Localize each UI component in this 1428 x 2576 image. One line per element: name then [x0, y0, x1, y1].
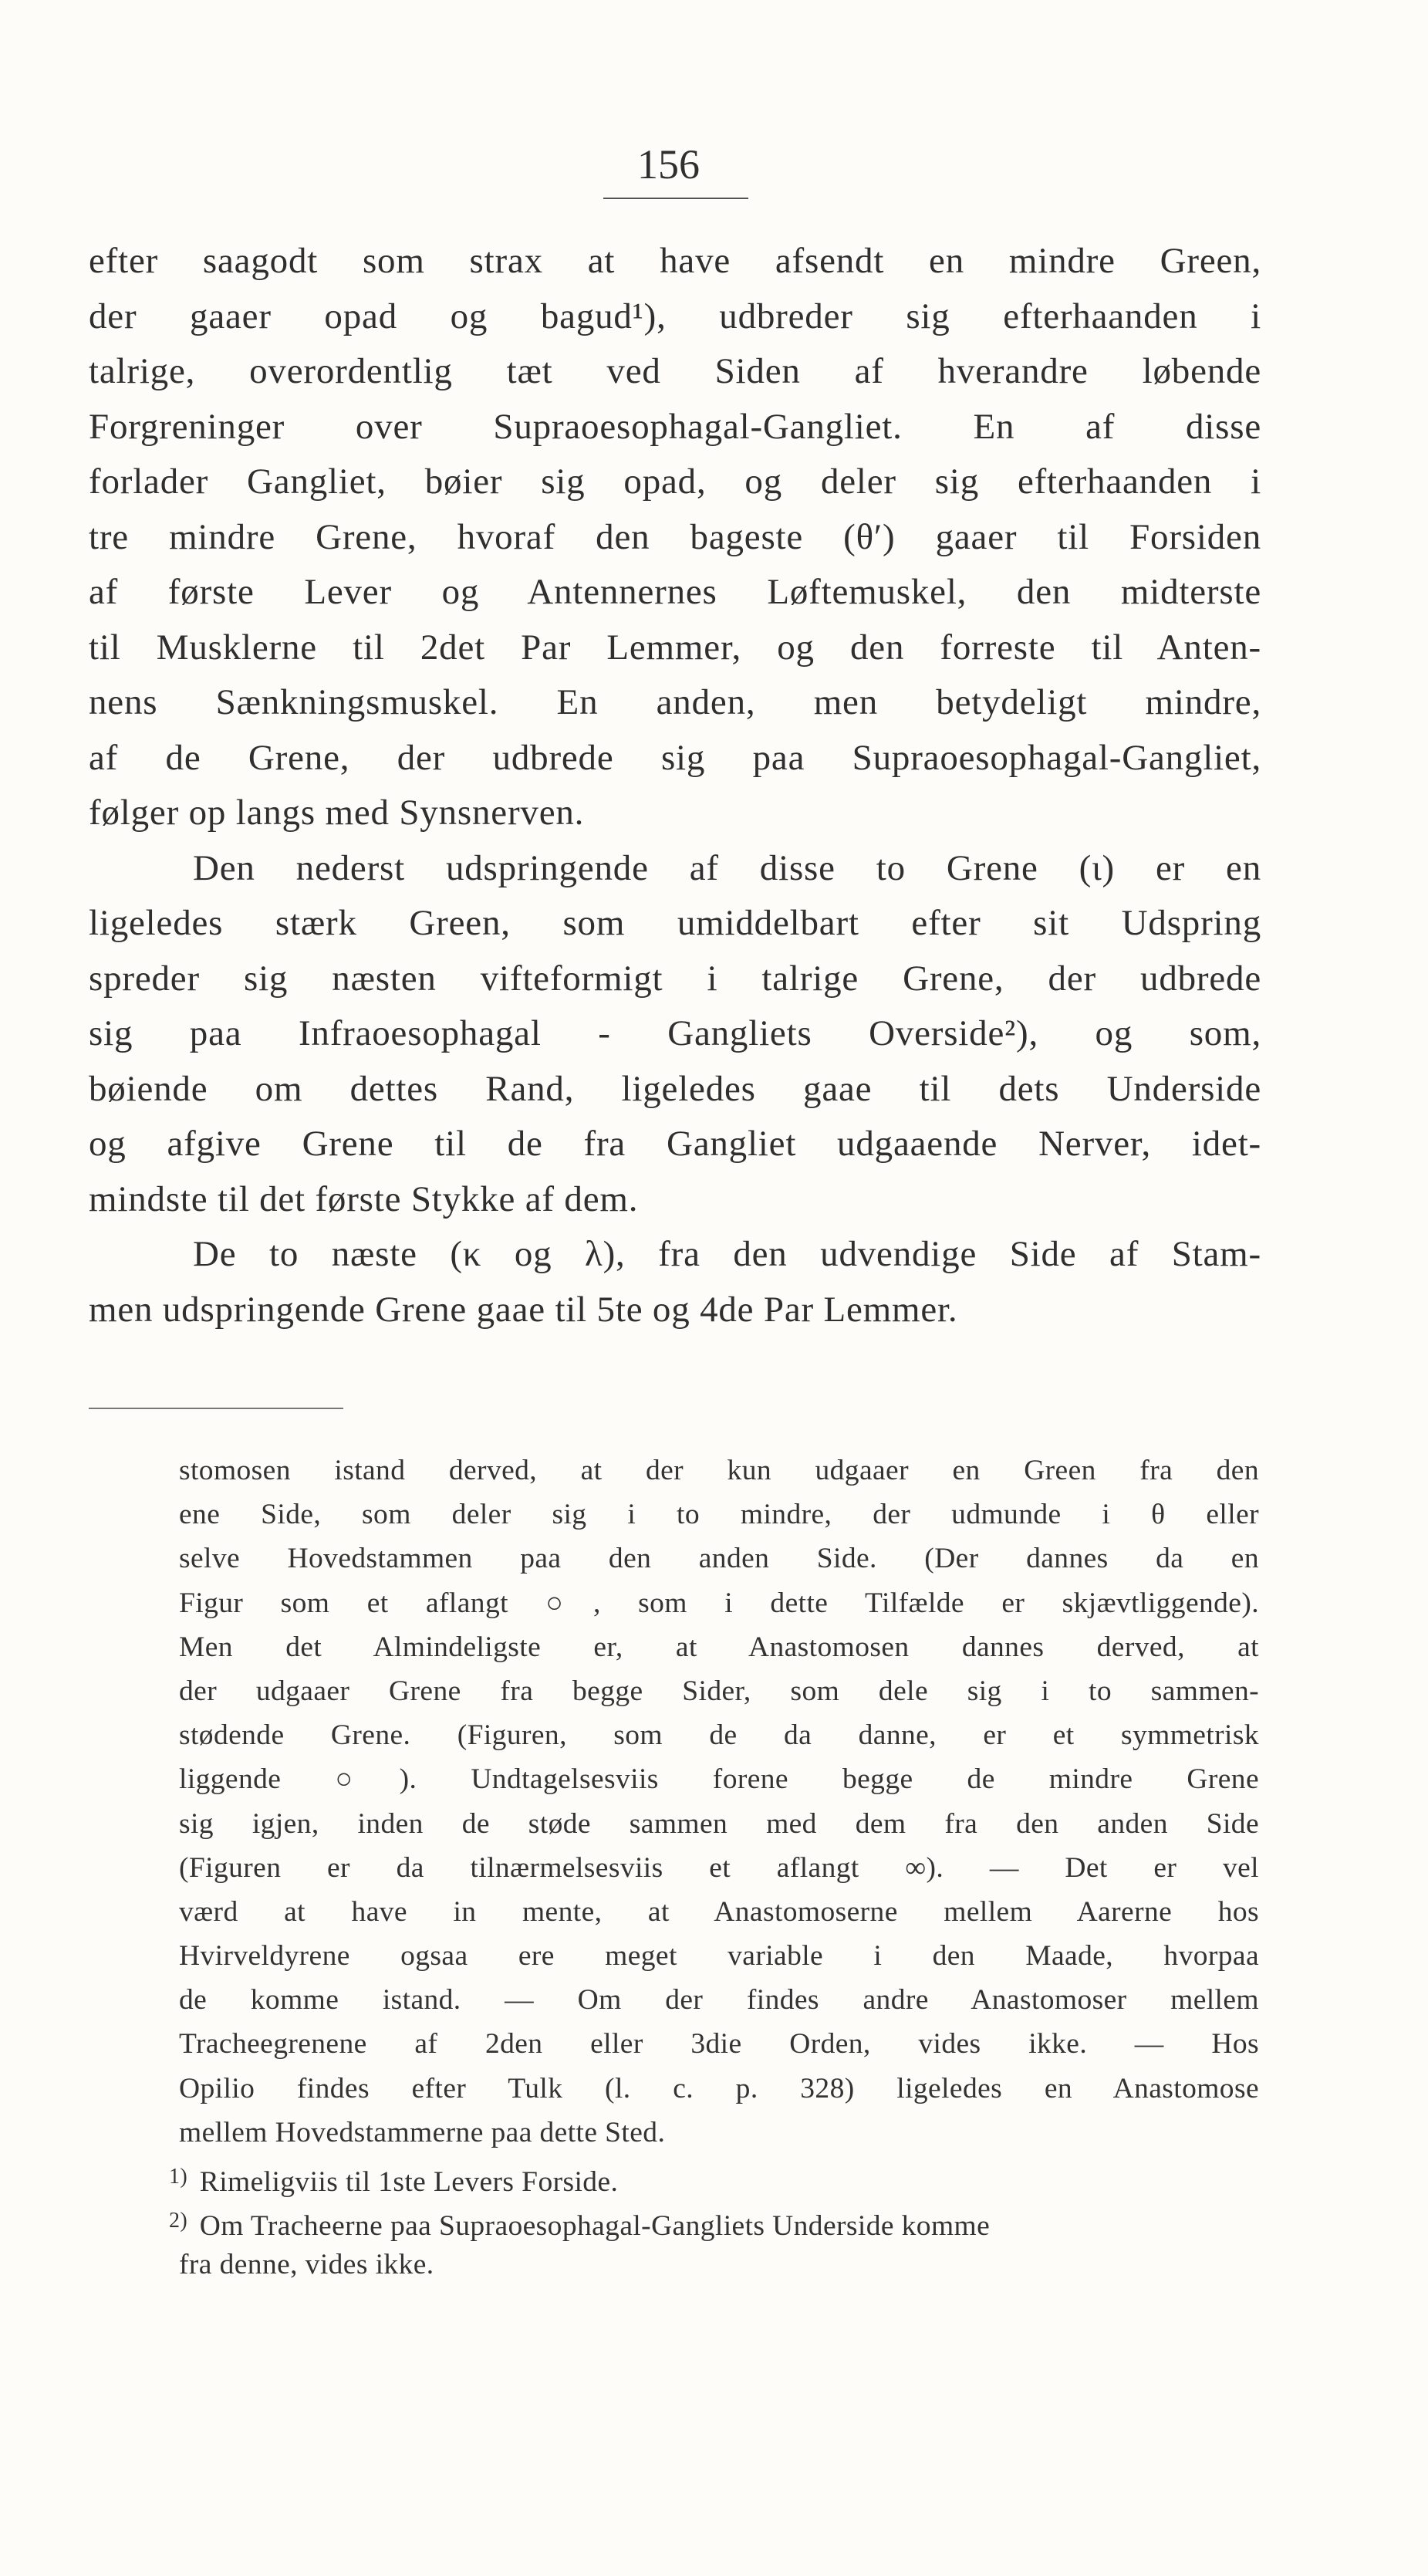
footnote-continuation-line: ene Side, som deler sig i to mindre, der udmunde i θ eller [179, 1499, 1259, 1531]
footnotes-section [169, 1449, 1259, 2287]
body-line: og afgive Grene til de fra Gangliet udgaaende Nerver, idet- [89, 1124, 1261, 1164]
footnote-continuation-line: (Figuren er da tilnærmelsesviis et aflangt ∞). — Det er vel [179, 1851, 1259, 1884]
body-line: af første Lever og Antennernes Løftemuskel, den midterste [89, 572, 1261, 612]
footnote-continuation-line: der udgaaer Grene fra begge Sider, som dele sig i to sammen- [179, 1675, 1259, 1707]
body-line: forlader Gangliet, bøier sig opad, og deler sig efterhaanden i [89, 461, 1261, 502]
body-line: af de Grene, der udbrede sig paa Supraoesophagal-Gangliet, [89, 737, 1261, 778]
footnote-separator-rule [89, 1408, 343, 1409]
footnote-continuation-line: Men det Almindeligste er, at Anastomosen dannes derved, at [179, 1631, 1259, 1663]
body-line: ligeledes stærk Green, som umiddelbart efter sit Udspring [89, 903, 1261, 943]
body-line: til Musklerne til 2det Par Lemmer, og den forreste til Anten- [89, 627, 1261, 668]
footnote-2-continuation: fra denne, vides ikke. [179, 2249, 434, 2281]
body-line: tre mindre Grene, hvoraf den bageste (θ′) gaaer til Forsiden [89, 516, 1261, 557]
footnote-text: Rimeligviis til 1ste Levers Forside. [199, 2166, 619, 2198]
body-line: men udspringende Grene gaae til 5te og 4de Par Lemmer. [89, 1289, 958, 1330]
body-line: følger op langs med Synsnerven. [89, 793, 585, 833]
body-line: spreder sig næsten vifteformigt i talrige Grene, der udbrede [89, 958, 1261, 999]
footnote-continuation-line: Figur som et aflangt ○, som i dette Tilfælde er skjævtliggende). [179, 1587, 1259, 1619]
footnote-marker: 2) [169, 2209, 188, 2233]
body-line: sig paa Infraoesophagal - Gangliets Overside²), og som, [89, 1013, 1261, 1053]
main-body-text [89, 234, 1261, 1337]
footnote-continuation-line: Hvirveldyrene ogsaa ere meget variable i den Maade, hvorpaa [179, 1940, 1259, 1973]
body-line: der gaaer opad og bagud¹), udbreder sig efterhaanden i [89, 296, 1261, 336]
footnote-2 [169, 2199, 1255, 2243]
body-line: mindste til det første Stykke af dem. [89, 1178, 639, 1219]
body-line: talrige, overordentlig tæt ved Siden af hverandre løbende [89, 351, 1261, 391]
footnote-1 [169, 2155, 1255, 2199]
footnote-continuation-line: stødende Grene. (Figuren, som de da danne, er et symmetrisk [179, 1719, 1259, 1752]
body-line: De to næste (κ og λ), fra den udvendige Side af Stam- [193, 1234, 1261, 1274]
footnote-continuation-line: Opilio findes efter Tulk (l. c. p. 328) ligeledes en Anastomose [179, 2072, 1259, 2104]
footnote-continuation-line: selve Hovedstammen paa den anden Side. (Der dannes da en [179, 1543, 1259, 1575]
footnote-continuation-line: de komme istand. — Om der findes andre Anastomoser mellem [179, 1984, 1259, 2017]
body-line: efter saagodt som strax at have afsendt en mindre Green, [89, 241, 1261, 281]
footnote-continuation-line: værd at have in mente, at Anastomoserne mellem Aarerne hos [179, 1895, 1259, 1928]
body-line: Den nederst udspringende af disse to Grene (ι) er en [193, 847, 1261, 888]
page-number: 156 [637, 141, 700, 188]
body-line: bøiende om dettes Rand, ligeledes gaae til dets Underside [89, 1068, 1261, 1109]
footnote-continuation-line: sig igjen, inden de støde sammen med dem fra den anden Side [179, 1807, 1259, 1840]
page-number-rule [603, 198, 748, 199]
footnote-continuation-line: liggende ○). Undtagelsesviis forene begge de mindre Grene [179, 1763, 1259, 1796]
footnote-continuation-line: Tracheegrenene af 2den eller 3die Orden, vides ikke. — Hos [179, 2028, 1259, 2060]
footnote-text: Om Tracheerne paa Supraoesophagal-Gangliets Underside komme [199, 2210, 991, 2243]
body-line: Forgreninger over Supraoesophagal-Gangliet. En af disse [89, 406, 1261, 447]
footnote-marker: 1) [169, 2165, 188, 2189]
body-line: nens Sænkningsmuskel. En anden, men betydeligt mindre, [89, 682, 1261, 722]
footnote-continuation-line: mellem Hovedstammerne paa dette Sted. [179, 2116, 666, 2148]
footnote-continuation-line: stomosen istand derved, at der kun udgaaer en Green fra den [179, 1455, 1259, 1486]
